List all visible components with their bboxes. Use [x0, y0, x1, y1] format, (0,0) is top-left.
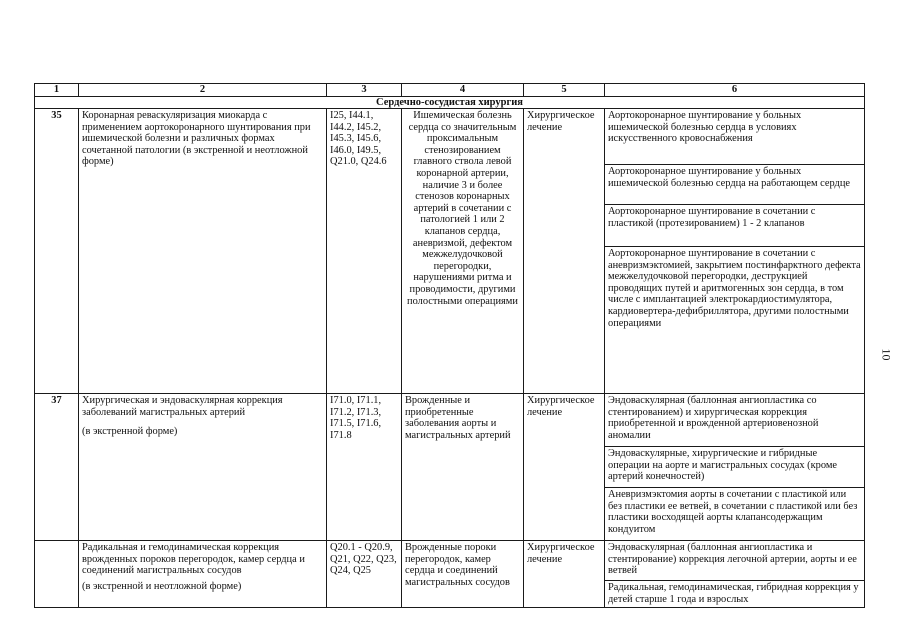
method-item: Эндоваскулярная (баллонная ангиопластика со стентированием) и хирургическая коррекция приобретенной и врожденной артериовенозной аномалии	[605, 394, 864, 447]
column-header-5: 5	[524, 84, 605, 97]
treatment-type: Хирургическое лечение	[524, 109, 605, 394]
method-item: Аневризмэктомия аорты в сочетании с пластикой или без пластики ее ветвей, в сочетании с пластикой или без пластики восходящей аорты клапансодержащим кондуитом	[608, 489, 858, 535]
row-number: 37	[35, 394, 79, 541]
method-item: Эндоваскулярная (баллонная ангиопластика и стентирование) коррекция легочной артерии, аорты и ее ветвей	[605, 541, 864, 581]
procedure-form: (в экстренной форме)	[82, 426, 178, 438]
methods-cell	[605, 109, 865, 394]
methods-cell	[605, 541, 865, 608]
table-row	[35, 394, 865, 541]
section-title: Сердечно-сосудистая хирургия	[35, 97, 865, 109]
method-item: Радикальная, гемодинамическая, гибридная коррекция у детей старше 1 года и взрослых	[608, 582, 859, 605]
diagnosis-codes: I25, I44.1, I44.2, I45.2, I45.3, I45.6, I46.0, I49.5, Q21.0, Q24.6	[327, 109, 402, 394]
method-item: Аортокоронарное шунтирование у больных ишемической болезнью сердца в условиях искусственного кровоснабжения	[605, 109, 864, 165]
row-number: 35	[35, 109, 79, 394]
column-header-4: 4	[402, 84, 524, 97]
column-header-6: 6	[605, 84, 865, 97]
column-header-row	[35, 84, 865, 97]
row-number	[35, 541, 79, 608]
column-header-2: 2	[79, 84, 327, 97]
procedure-name-cell	[79, 541, 327, 608]
procedure-name: Радикальная и гемодинамическая коррекция врожденных пороков перегородок, камер сердца и соединений магистральных сосудов	[82, 542, 305, 577]
table-row	[35, 541, 865, 608]
patient-model: Ишемическая болезнь сердца со значительным проксимальным стенозированием главного ствола левой коронарной артерии, наличие 3 и более стенозов коронарных артерий в сочетании с патологией 1 или 2 клапанов сердца, аневризмой, дефектом межжелудочковой перегородки, нарушениями ритма и проводимости, другими полостными операциями	[402, 109, 524, 394]
method-item: Аортокоронарное шунтирование у больных ишемической болезнью сердца на работающем сердце	[605, 165, 864, 205]
diagnosis-codes: I71.0, I71.1, I71.2, I71.3, I71.5, I71.6, I71.8	[327, 394, 402, 541]
treatment-type: Хирургическое лечение	[524, 541, 605, 608]
treatment-type: Хирургическое лечение	[524, 394, 605, 541]
diagnosis-codes: Q20.1 - Q20.9, Q21, Q22, Q23, Q24, Q25	[327, 541, 402, 608]
patient-model: Врожденные и приобретенные заболевания аорты и магистральных артерий	[402, 394, 524, 541]
column-header-1: 1	[35, 84, 79, 97]
method-item: Аортокоронарное шунтирование в сочетании с аневризмэктомией, закрытием постинфарктного дефекта межжелудочковой перегородки, деструкцией проводящих путей и аритмогенных зон сердца, в том числе с имплантацией электрокардиостимулятора, кардиовертера-дефибриллятора, другими полостными операциями	[608, 248, 861, 329]
procedure-form: (в экстренной и неотложной форме)	[82, 580, 242, 592]
method-item: Аортокоронарное шунтирование в сочетании с пластикой (протезированием) 1 - 2 клапанов	[605, 205, 864, 247]
procedure-name: Хирургическая и эндоваскулярная коррекция заболеваний магистральных артерий	[82, 395, 283, 418]
procedure-name: Коронарная реваскуляризация миокарда с применением аортокоронарного шунтирования при ишемической болезни и различных формах сочетанной патологии (в экстренной и неотложной форме)	[79, 109, 327, 394]
method-item: Эндоваскулярные, хирургические и гибридные операции на аорте и магистральных сосудах (кроме артерий конечностей)	[605, 447, 864, 488]
procedures-table	[34, 83, 865, 608]
column-header-3: 3	[327, 84, 402, 97]
section-row	[35, 97, 865, 109]
page-number: 10	[879, 348, 894, 361]
patient-model: Врожденные пороки перегородок, камер сердца и соединений магистральных сосудов	[402, 541, 524, 608]
methods-cell	[605, 394, 865, 541]
table-row	[35, 109, 865, 394]
procedure-name-cell	[79, 394, 327, 541]
